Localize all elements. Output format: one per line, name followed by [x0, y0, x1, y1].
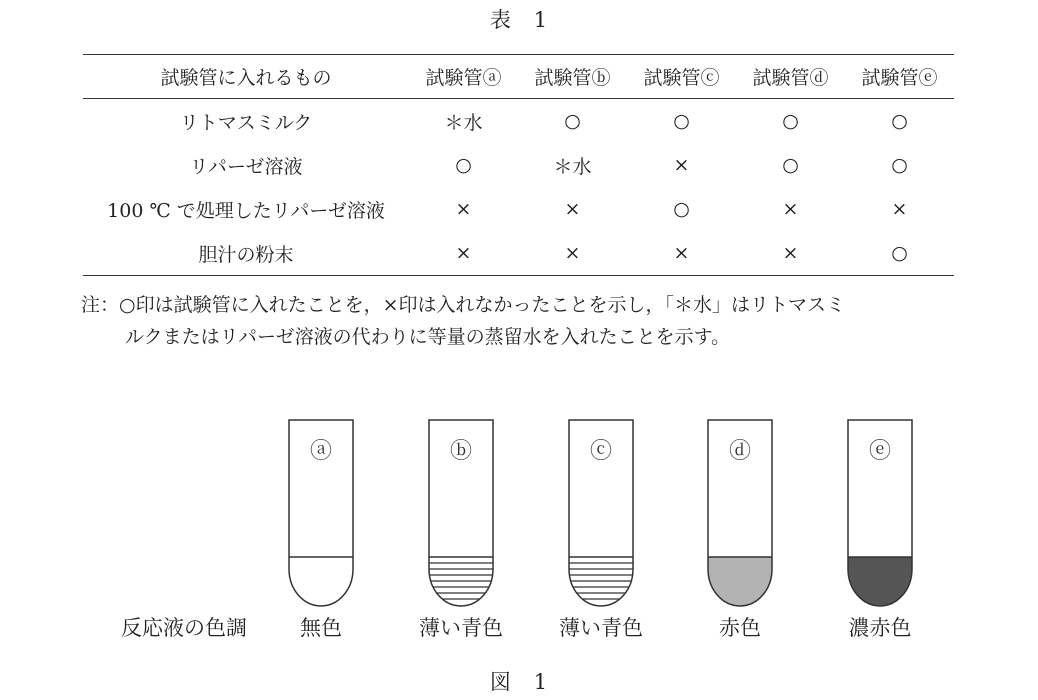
- tube-liquid-e: [848, 557, 912, 606]
- figure-caption: 図 1: [489, 670, 549, 694]
- table-cell: ○: [782, 110, 799, 132]
- tube-label-a: ⓐ: [309, 439, 333, 464]
- table-cell: ○: [673, 110, 690, 132]
- table-cell: ○: [891, 154, 908, 176]
- header-tube-d: 試験管ⓓ: [752, 67, 829, 89]
- table-cell: ＊水: [553, 155, 592, 178]
- table-cell: ×: [891, 198, 908, 220]
- row-label: 胆汁の粉末: [198, 243, 294, 266]
- note-line-2: ルクまたはリパーゼ溶液の代わりに等量の蒸留水を入れたことを示す。: [125, 326, 731, 348]
- table-cell: ○: [564, 110, 581, 132]
- color-name-b: 薄い青色: [419, 616, 503, 640]
- tube-label-e: ⓔ: [868, 439, 892, 464]
- table-cell: ○: [891, 110, 908, 132]
- table-cell: ○: [673, 198, 690, 220]
- table-cell: ×: [782, 198, 799, 220]
- table-cell: ×: [564, 198, 581, 220]
- tube-label-d: ⓓ: [728, 439, 752, 464]
- table-cell: ○: [455, 154, 472, 176]
- table-cell: ×: [782, 242, 799, 264]
- tube-liquid-a: [289, 557, 353, 606]
- table-cell: ○: [782, 154, 799, 176]
- row-label: リパーゼ溶液: [189, 155, 303, 178]
- header-tube-c: 試験管ⓒ: [643, 67, 720, 89]
- tube-label-b: ⓑ: [449, 439, 473, 464]
- tube-liquid-c: [569, 563, 633, 599]
- table-cell: ＊水: [444, 111, 483, 134]
- header-tube-e: 試験管ⓔ: [861, 67, 938, 89]
- header-contents: 試験管に入れるもの: [160, 67, 332, 89]
- row-label: 100 ℃ で処理したリパーゼ溶液: [107, 199, 385, 222]
- color-name-e: 濃赤色: [848, 616, 912, 640]
- color-name-d: 赤色: [719, 616, 761, 640]
- color-name-a: 無色: [300, 616, 342, 640]
- table-cell: ×: [564, 242, 581, 264]
- table-cell: ×: [673, 242, 690, 264]
- table-cell: ×: [455, 198, 472, 220]
- header-tube-a: 試験管ⓐ: [425, 67, 502, 89]
- table-cell: ×: [673, 154, 690, 176]
- header-tube-b: 試験管ⓑ: [534, 67, 611, 89]
- note-line-1: 注：○印は試験管に入れたことを，×印は入れなかったことを示し，「＊水」はリトマスミ: [81, 294, 846, 316]
- table-caption: 表 1: [489, 8, 549, 32]
- tube-liquid-b: [429, 563, 493, 599]
- tube-label-c: ⓒ: [589, 439, 613, 464]
- tube-liquid-d: [708, 557, 772, 606]
- row-label: リトマスミルク: [179, 111, 313, 134]
- color-name-c: 薄い青色: [559, 616, 643, 640]
- reaction-color-label: 反応液の色調: [121, 616, 247, 640]
- table-cell: ○: [891, 242, 908, 264]
- table-cell: ×: [455, 242, 472, 264]
